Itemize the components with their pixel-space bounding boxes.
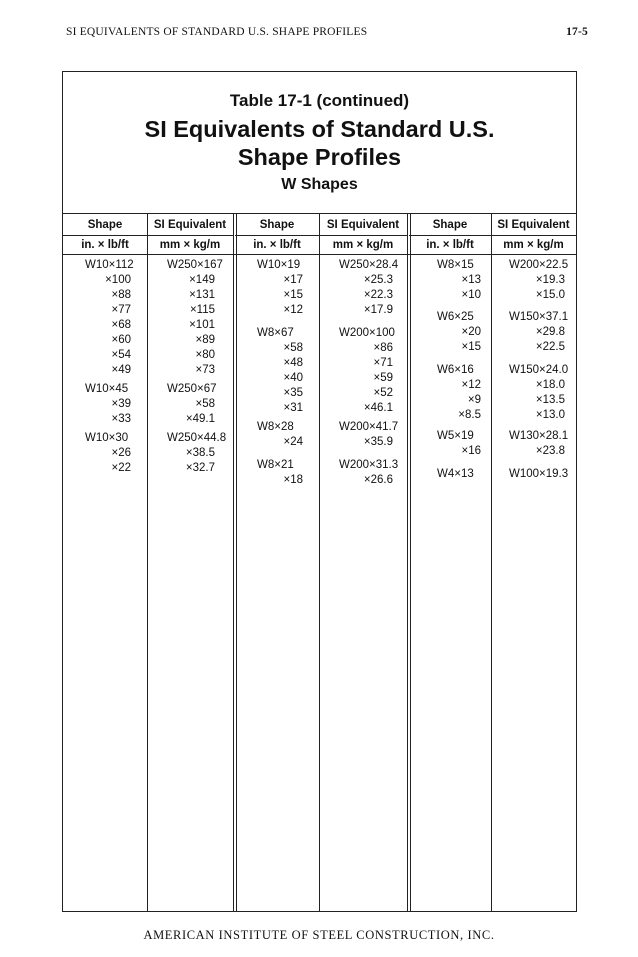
header-si: SI Equivalent [326,219,400,231]
shape-cell: ×26 [111,447,131,459]
si-equivalent-cell: ×38.5 [185,447,215,459]
shape-cell: W5×19 [437,430,474,442]
si-equivalent-cell: ×25.3 [363,274,393,286]
shape-cell: ×88 [111,289,131,301]
shape-cell: ×9 [467,394,481,406]
shape-cell: W8×28 [257,421,294,433]
table-title [63,115,576,171]
shape-cell: ×68 [111,319,131,331]
si-equivalent-cell: ×115 [189,304,215,316]
shape-cell: ×33 [111,413,131,425]
column-rule [491,214,492,911]
si-equivalent-cell: ×19.3 [535,274,565,286]
table-title-line-2: Shape Profiles [237,144,402,170]
si-equivalent-cell: ×52 [373,387,393,399]
si-equivalent-cell: ×29.8 [535,326,565,338]
table-frame [62,71,577,912]
col-si-2 [319,214,407,911]
shape-cell: W10×112 [85,259,134,271]
shape-cell: ×100 [105,274,131,286]
shape-cell: ×24 [283,436,303,448]
shape-cell: W6×25 [437,311,474,323]
shape-cell: ×15 [283,289,303,301]
si-equivalent-cell: ×59 [373,372,393,384]
shape-cell: ×12 [283,304,303,316]
si-equivalent-cell: ×26.6 [363,474,393,486]
si-equivalent-cell: W200×100 [339,327,395,339]
col-shape-2 [235,214,319,911]
si-equivalent-cell: ×17.9 [363,304,393,316]
shape-cell: ×49 [111,364,131,376]
shape-cell: ×15 [461,341,481,353]
header-si-units: mm × kg/m [491,235,576,255]
si-equivalent-cell: W200×22.5 [509,259,569,271]
shape-cell: W8×21 [257,459,294,471]
si-equivalent-cell: ×22.3 [363,289,393,301]
shape-cell: ×54 [111,349,131,361]
header-si: SI Equivalent [497,219,570,231]
shape-cell: ×12 [461,379,481,391]
shape-cell: ×31 [283,402,303,414]
shape-cell: ×22 [111,462,131,474]
si-equivalent-cell: W250×28.4 [339,259,399,271]
si-equivalent-cell: ×49.1 [185,413,215,425]
si-equivalent-cell: ×73 [195,364,215,376]
si-equivalent-cell: W200×31.3 [339,459,399,471]
column-rule-double [407,214,411,911]
si-equivalent-cell: ×86 [373,342,393,354]
shape-cell: ×58 [283,342,303,354]
si-equivalent-cell: ×149 [189,274,215,286]
si-equivalent-cell: W130×28.1 [509,430,569,442]
column-rule-double [233,214,237,911]
si-equivalent-cell: ×32.7 [185,462,215,474]
si-equivalent-cell: ×80 [195,349,215,361]
shape-cell: ×48 [283,357,303,369]
si-equivalent-cell: W150×24.0 [509,364,569,376]
shape-cell: ×35 [283,387,303,399]
header-si-units: mm × kg/m [319,235,407,255]
shape-cell: W8×15 [437,259,474,271]
si-equivalent-cell: ×13.5 [535,394,565,406]
page-footer [0,928,638,943]
shape-cell: ×39 [111,398,131,410]
shape-cell: ×17 [283,274,303,286]
shape-cell: ×16 [461,445,481,457]
shape-cell: ×77 [111,304,131,316]
si-equivalent-cell: ×46.1 [363,402,393,414]
column-rule [319,214,320,911]
si-equivalent-cell: ×71 [373,357,393,369]
si-equivalent-cell: ×35.9 [363,436,393,448]
si-equivalent-cell: ×131 [189,289,215,301]
si-equivalent-cell: ×22.5 [535,341,565,353]
si-equivalent-cell: W250×167 [167,259,223,271]
shape-cell: ×10 [461,289,481,301]
header-shape-units: in. × lb/ft [63,235,147,255]
si-equivalent-cell: ×101 [189,319,215,331]
si-equivalent-cell: W250×67 [167,383,217,395]
si-equivalent-cell: W250×44.8 [167,432,227,444]
page-number: 17-5 [566,26,588,38]
shape-cell: ×8.5 [458,409,481,421]
si-equivalent-cell: W100×19.3 [509,468,569,480]
table-number: Table 17-1 (continued) [229,91,410,110]
si-equivalent-cell: ×23.8 [535,445,565,457]
shape-cell: ×20 [461,326,481,338]
si-equivalent-cell: ×15.0 [535,289,565,301]
header-shape-units: in. × lb/ft [235,235,319,255]
table-title-line-1: SI Equivalents of Standard U.S. [144,116,495,142]
header-si: SI Equivalent [153,219,227,231]
shape-cell: W10×19 [257,259,301,271]
si-equivalent-cell: ×13.0 [535,409,565,421]
header-shape: Shape [87,219,123,231]
shape-cell: W6×16 [437,364,474,376]
footer-publisher: AMERICAN INSTITUTE OF STEEL CONSTRUCTION, INC. [143,928,495,942]
running-head-title: SI EQUIVALENTS OF STANDARD U.S. SHAPE PROFILES [66,26,368,38]
si-equivalent-cell: W150×37.1 [509,311,569,323]
header-si-units: mm × kg/m [147,235,233,255]
shape-cell: W4×13 [437,468,474,480]
si-equivalent-cell: ×89 [195,334,215,346]
header-shape-units: in. × lb/ft [409,235,491,255]
shape-cell: W10×45 [85,383,129,395]
shape-cell: ×60 [111,334,131,346]
shape-cell: ×13 [461,274,481,286]
running-head [66,26,588,42]
data-table [63,213,576,911]
shape-cell: ×18 [283,474,303,486]
si-equivalent-cell: W200×41.7 [339,421,399,433]
table-subtitle: W Shapes [281,176,358,193]
shape-cell: W8×67 [257,327,294,339]
si-equivalent-cell: ×18.0 [535,379,565,391]
header-shape: Shape [259,219,295,231]
table-caption [63,72,576,213]
shape-cell: W10×30 [85,432,129,444]
shape-cell: ×40 [283,372,303,384]
si-equivalent-cell: ×58 [195,398,215,410]
header-shape: Shape [432,219,468,231]
